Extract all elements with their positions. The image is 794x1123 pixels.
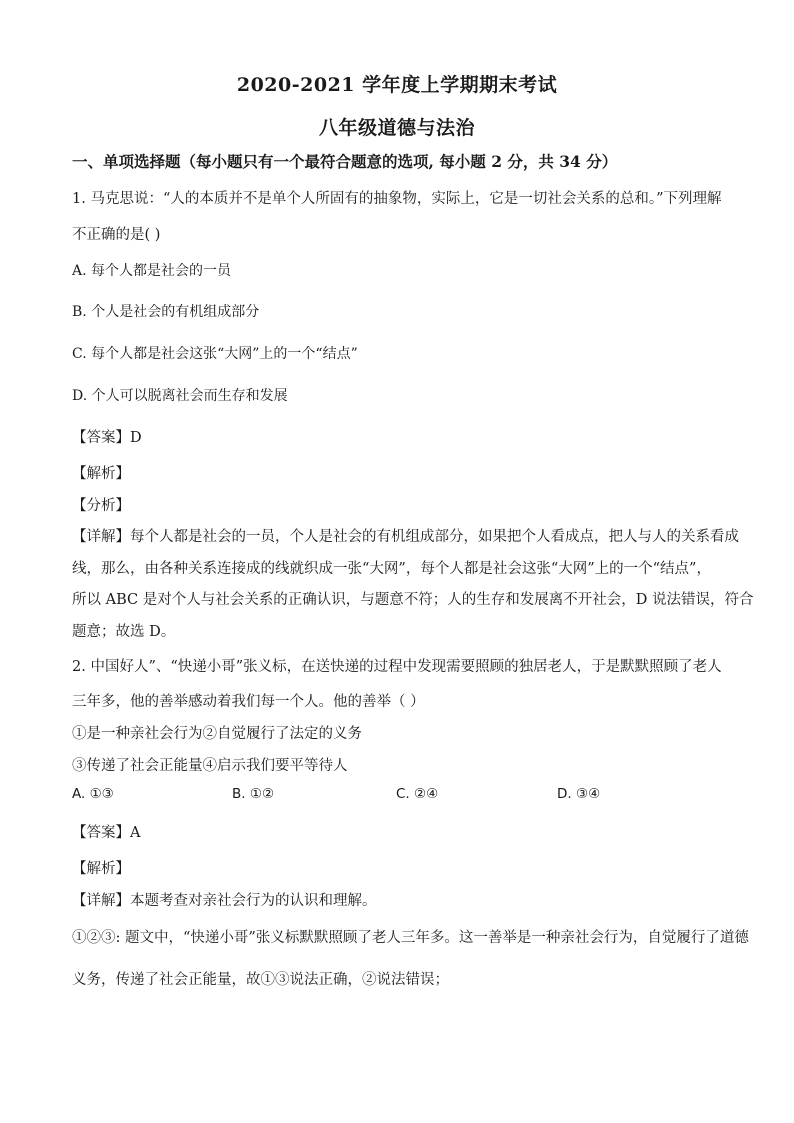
q2-statement-line1: ①是一种亲社会行为②自觉履行了法定的义务 [72,726,362,742]
q1-stem-line1: 1. 马克思说：“人的本质并不是单个人所固有的抽象物，实际上，它是一切社会关系的总和。”下列理解 [72,191,722,207]
q1-detail-line1: 【详解】每个人都是社会的一员，个人是社会的有机组成部分，如果把个人看成点，把人与人的关系看成 [72,529,739,545]
q1-stem-line2: 不正确的是( ) [72,227,161,243]
q1-analysis-label: 【解析】 [72,466,130,482]
q2-detail-line3: 义务，传递了社会正能量，故①③说法正确，②说法错误； [72,972,449,988]
q1-option-d: D. 个人可以脱离社会而生存和发展 [72,388,288,404]
q2-choice-a: A. ①③ [72,786,114,802]
q1-detail-line2: 线，那么，由各种关系连接成的线就织成一张“大网”，每个人都是社会这张“大网”上的一个“结点”， [72,561,711,577]
q2-statement-line2: ③传递了社会正能量④启示我们要平等待人 [72,758,348,774]
q2-stem-line1: 2. 中国好人”、“快递小哥”张义标，在送快递的过程中发现需要照顾的独居老人，于是默默照顾了老人 [72,659,722,675]
q1-option-c: C. 每个人都是社会这张“大网”上的一个“结点” [72,346,358,362]
exam-title: 2020-2021 学年度上学期期末考试 [236,74,558,96]
q2-choice-d: D. ③④ [557,786,601,802]
q1-detail-line3: 所以 ABC 是对个人与社会关系的正确认识，与题意不符；人的生存和发展离不开社会，D 说法错误，符合 [72,592,754,608]
q2-stem-line2: 三年多，他的善举感动着我们每一个人。他的善举（ ） [72,694,425,710]
q2-analysis-label: 【解析】 [72,861,130,877]
q1-answer: 【答案】D [72,430,142,446]
q2-answer: 【答案】A [72,825,141,841]
q2-choice-b: B. ①② [232,786,275,802]
q1-option-a: A. 每个人都是社会的一员 [72,263,232,279]
q1-option-b: B. 个人是社会的有机组成部分 [72,304,260,320]
q2-choice-c: C. ②④ [396,786,439,802]
exam-subject: 八年级道德与法治 [318,117,475,139]
q1-fenxi-label: 【分析】 [72,498,130,514]
section-heading: 一、单项选择题（每小题只有一个最符合题意的选项, 每小题 2 分，共 34 分） [72,152,618,171]
q2-detail-line2: ①②③: 题文中，“快递小哥”张义标默默照顾了老人三年多。这一善举是一种亲社会行为，自觉履行了道德 [72,930,749,946]
q1-detail-line4: 题意；故选 D。 [72,624,176,640]
q2-detail-line1: 【详解】本题考查对亲社会行为的认识和理解。 [72,893,377,909]
